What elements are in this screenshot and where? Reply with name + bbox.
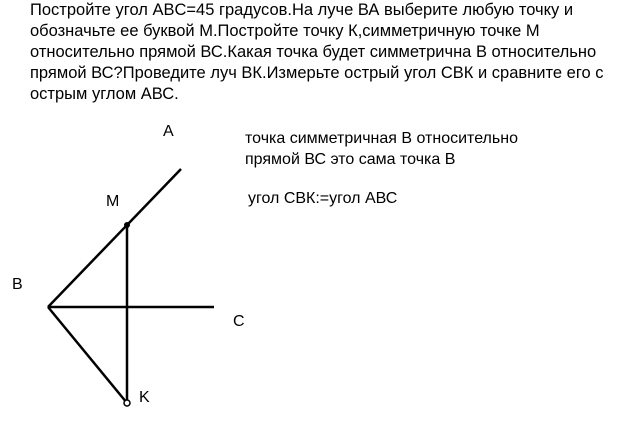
label-point-k: K xyxy=(139,389,150,406)
point-m-dot xyxy=(124,222,130,228)
task-text: Постройте угол ABC=45 градусов.На луче ВА выберите любую точку и обозначьте ее буквой М.Постройте точку К,симметричную точке М относительно прямой ВС.Какая точка будет симметрична В относительно прямой ВС?Проведите луч ВК.Измерьте острый угол СВК и сравните его с острым углом АВС. xyxy=(30,1,604,103)
ray-bk xyxy=(48,307,127,403)
point-k-dot xyxy=(124,400,130,406)
label-point-a: A xyxy=(163,123,174,140)
ray-ba xyxy=(48,169,181,307)
label-point-b: B xyxy=(12,276,23,293)
angle-answer: угол СВК:=угол АВС xyxy=(248,190,398,207)
label-point-c: C xyxy=(233,313,245,330)
answer-text: точка симметричная В относительно прямой ВС это сама точка В xyxy=(245,130,518,168)
label-point-m: M xyxy=(106,193,120,210)
